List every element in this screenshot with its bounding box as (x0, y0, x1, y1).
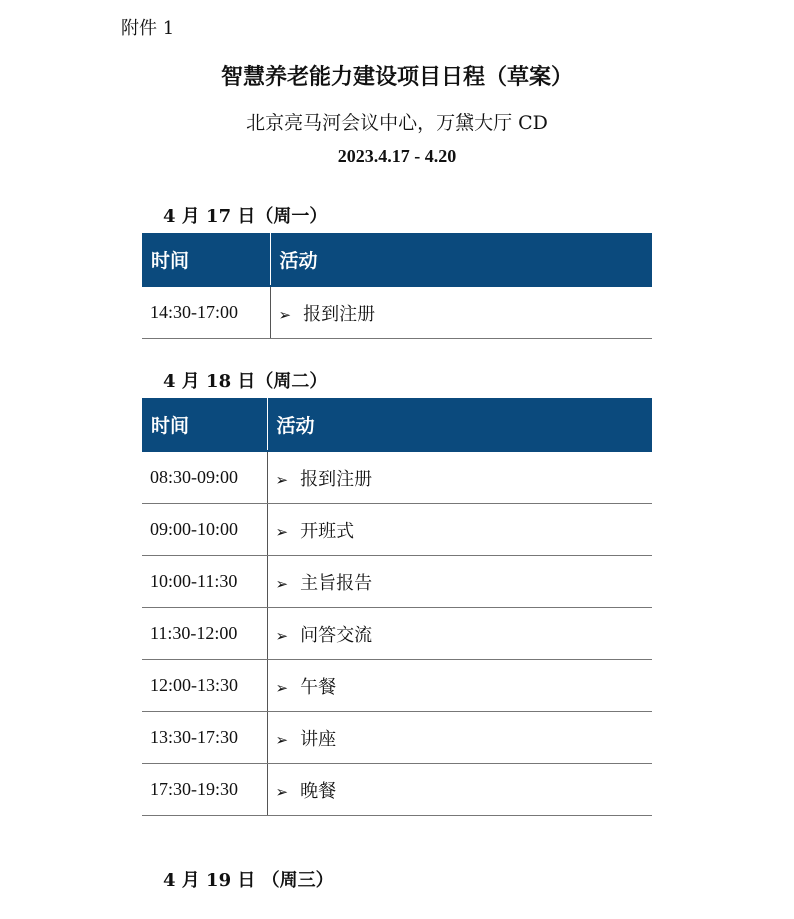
activity-label: 报到注册 (303, 303, 376, 325)
activity-label: 主旨报告 (300, 572, 373, 594)
time-cell: 13:30-17:30 (142, 712, 267, 764)
time-cell: 09:00-10:00 (142, 504, 267, 556)
activity-cell (267, 764, 652, 816)
arrowhead-icon: ➢ (278, 305, 292, 324)
activity-cell (267, 608, 652, 660)
column-header-activity: 活动 (270, 233, 652, 286)
activity-cell (267, 504, 652, 556)
time-cell: 11:30-12:00 (142, 608, 267, 660)
day-heading-3: 4 月 19 日 （周三） (163, 870, 334, 891)
table-row (142, 608, 652, 660)
attachment-label: 附件 1 (121, 18, 175, 39)
table-row (142, 286, 652, 339)
time-cell: 08:30-09:00 (142, 451, 267, 504)
schedule-table-day-1 (142, 233, 652, 339)
activity-label: 午餐 (300, 676, 337, 698)
arrowhead-icon: ➢ (275, 678, 289, 697)
time-cell: 10:00-11:30 (142, 556, 267, 608)
arrowhead-icon: ➢ (275, 574, 289, 593)
column-header-time: 时间 (142, 398, 267, 451)
activity-label: 晚餐 (300, 780, 337, 802)
arrowhead-icon: ➢ (275, 626, 289, 645)
table-row (142, 556, 652, 608)
activity-label: 报到注册 (300, 468, 373, 490)
document-title: 智慧养老能力建设项目日程（草案） (220, 64, 573, 90)
schedule-table-day-2 (142, 398, 652, 816)
table-row (142, 712, 652, 764)
column-header-activity: 活动 (267, 398, 652, 451)
time-cell: 17:30-19:30 (142, 764, 267, 816)
activity-label: 讲座 (300, 728, 337, 750)
activity-cell (270, 286, 652, 339)
arrowhead-icon: ➢ (275, 522, 289, 541)
activity-cell (267, 660, 652, 712)
time-cell: 12:00-13:30 (142, 660, 267, 712)
column-header-time: 时间 (142, 233, 270, 286)
table-header-row (142, 233, 652, 286)
day-heading-1: 4 月 17 日（周一） (163, 206, 328, 227)
activity-label: 开班式 (300, 520, 355, 542)
time-cell: 14:30-17:00 (142, 286, 270, 339)
table-row (142, 504, 652, 556)
arrowhead-icon: ➢ (275, 782, 289, 801)
table-row (142, 660, 652, 712)
venue-line: 北京亮马河会议中心，万黛大厅 CD (246, 112, 548, 134)
arrowhead-icon: ➢ (275, 730, 289, 749)
activity-cell (267, 556, 652, 608)
day-heading-2: 4 月 18 日（周二） (163, 371, 328, 392)
arrowhead-icon: ➢ (275, 470, 289, 489)
activity-label: 问答交流 (300, 624, 373, 646)
date-range: 2023.4.17 - 4.20 (337, 146, 457, 166)
table-row (142, 764, 652, 816)
activity-cell (267, 451, 652, 504)
table-header-row (142, 398, 652, 451)
table-row (142, 451, 652, 504)
activity-cell (267, 712, 652, 764)
